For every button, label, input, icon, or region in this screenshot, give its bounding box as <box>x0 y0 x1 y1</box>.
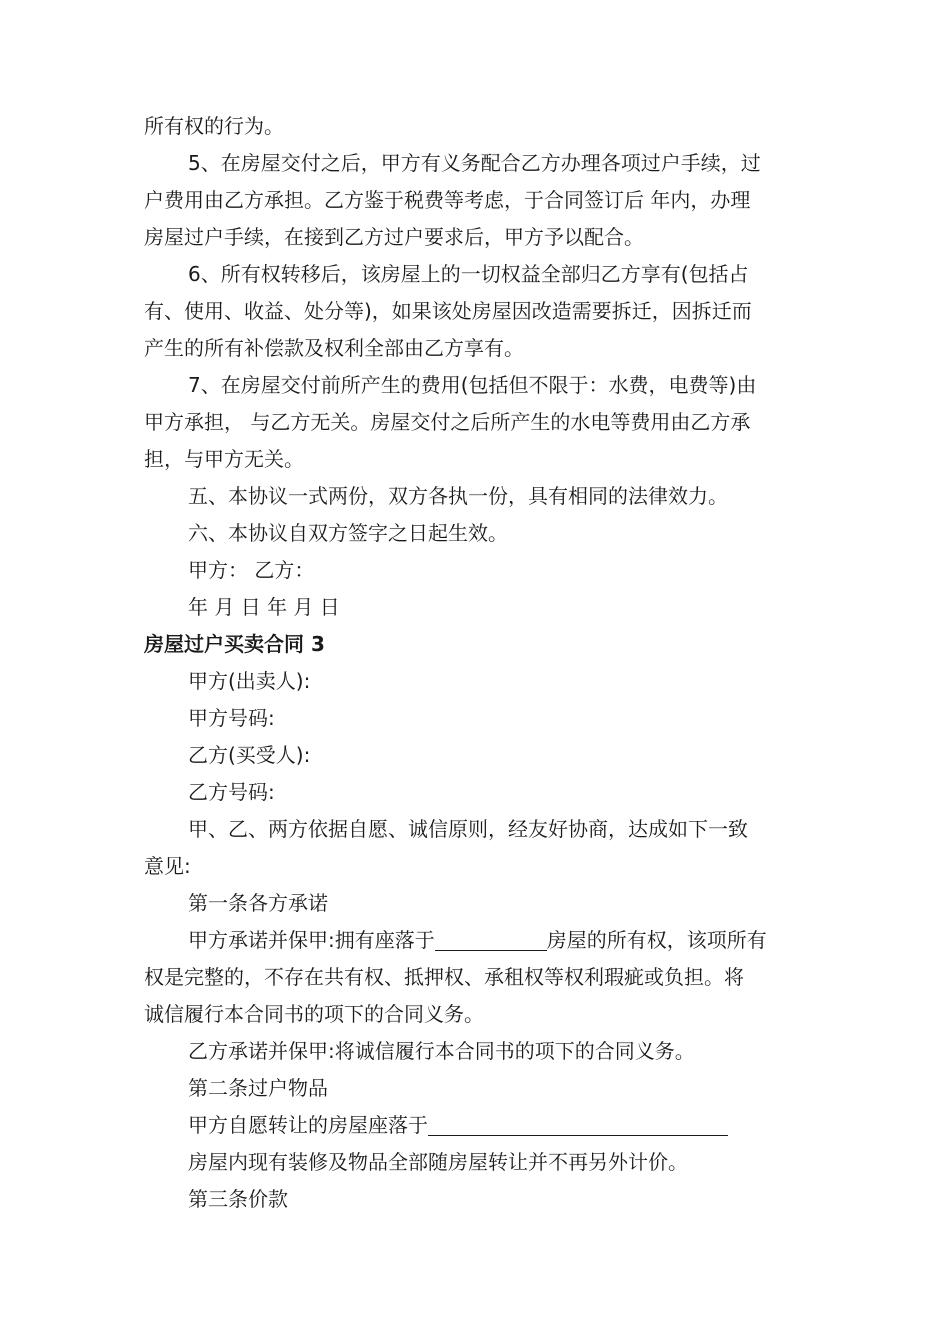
paragraph-line: 房屋过户手续，在接到乙方过户要求后，甲方予以配合。 <box>144 225 644 249</box>
article-1-title: 第一条各方承诺 <box>188 891 328 915</box>
party-a-name-field: 甲方(出卖人): <box>188 669 311 693</box>
furnishings-line: 房屋内现有装修及物品全部随房屋转让并不再另外计价。 <box>188 1150 688 1174</box>
transfer-location-text: 甲方自愿转让的房屋座落于 <box>188 1113 428 1137</box>
party-a-promise-text-cont: 房屋的所有权，该项所有 <box>546 928 767 952</box>
section-6-line: 六、本协议自双方签字之日起生效。 <box>188 521 508 545</box>
party-a-number-field: 甲方号码: <box>188 706 275 730</box>
property-location-blank <box>435 928 547 951</box>
signature-parties-line: 甲方： 乙方： <box>188 558 315 582</box>
clause-6-line: 6、所有权转移后，该房屋上的一切权益全部归乙方享有(包括占 <box>188 262 749 286</box>
paragraph-line: 产生的所有补偿款及权利全部由乙方享有。 <box>144 336 524 360</box>
party-b-number-field: 乙方号码: <box>188 780 275 804</box>
transfer-location-line <box>144 1107 808 1144</box>
document-page <box>144 108 808 1218</box>
section-5-line: 五、本协议一式两份，双方各执一份，具有相同的法律效力。 <box>188 484 728 508</box>
paragraph-line: 意见: <box>144 854 191 878</box>
party-b-promise-line: 乙方承诺并保甲:将诚信履行本合同书的项下的合同义务。 <box>188 1039 695 1063</box>
paragraph-line: 所有权的行为。 <box>144 114 284 138</box>
paragraph-line: 甲方承担， 与乙方无关。房屋交付之后所产生的水电等费用由乙方承 <box>144 410 751 434</box>
party-a-promise-line <box>144 922 808 959</box>
article-2-title: 第二条过户物品 <box>188 1076 328 1100</box>
signature-date-line: 年 月 日 年 月 日 <box>188 595 340 619</box>
agreement-intro-line: 甲、乙、两方依据自愿、诚信原则，经友好协商，达成如下一致 <box>188 817 748 841</box>
article-3-title: 第三条价款 <box>188 1187 288 1211</box>
party-a-promise-text: 甲方承诺并保甲:拥有座落于 <box>188 928 435 952</box>
paragraph-line: 权是完整的，不存在共有权、抵押权、承租权等权利瑕疵或负担。将 <box>144 965 744 989</box>
clause-5-line: 5、在房屋交付之后，甲方有义务配合乙方办理各项过户手续，过 <box>188 151 761 175</box>
paragraph-line: 担，与甲方无关。 <box>144 447 304 471</box>
paragraph-line: 诚信履行本合同书的项下的合同义务。 <box>144 1002 484 1026</box>
contract-heading: 房屋过户买卖合同 3 <box>144 632 325 656</box>
transfer-location-blank <box>428 1113 728 1136</box>
paragraph-line: 户费用由乙方承担。乙方鉴于税费等考虑，于合同签订后 年内，办理 <box>144 188 751 212</box>
clause-7-line: 7、在房屋交付前所产生的费用(包括但不限于：水费，电费等)由 <box>188 373 757 397</box>
paragraph-line: 有、使用、收益、处分等)，如果该处房屋因改造需要拆迁，因拆迁而 <box>144 299 752 323</box>
party-b-name-field: 乙方(买受人): <box>188 743 311 767</box>
